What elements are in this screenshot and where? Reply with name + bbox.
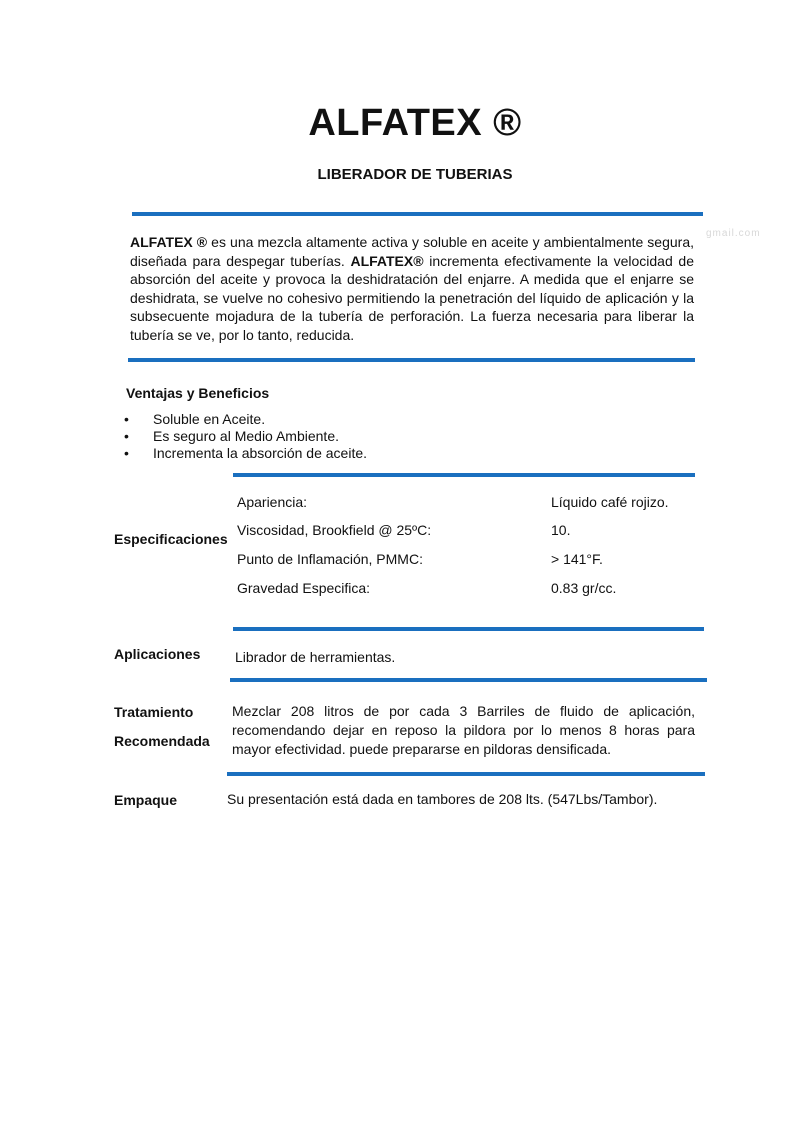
list-item <box>124 411 367 428</box>
specs-heading: Especificaciones <box>114 531 228 547</box>
intro-paragraph <box>130 233 694 344</box>
divider-top <box>132 212 703 216</box>
bullet-icon: • <box>124 445 129 461</box>
applications-heading: Aplicaciones <box>114 646 201 662</box>
applications-text: Librador de herramientas. <box>235 649 396 665</box>
benefits-list <box>124 411 367 462</box>
product-title: ALFATEX ® <box>308 102 522 144</box>
divider-specs-bottom <box>233 627 704 631</box>
spec-label: Apariencia: <box>237 494 308 510</box>
spec-value: Líquido café rojizo. <box>551 494 669 510</box>
bullet-icon: • <box>124 411 129 427</box>
divider-applications-bottom <box>230 678 707 682</box>
benefit-text: Soluble en Aceite. <box>153 411 266 427</box>
treatment-heading-line1: Tratamiento <box>114 704 194 720</box>
benefits-heading: Ventajas y Beneficios <box>126 385 270 401</box>
watermark-text: gmail.com <box>706 228 761 239</box>
benefit-text: Incrementa la absorción de aceite. <box>153 445 368 461</box>
packaging-heading: Empaque <box>114 792 178 808</box>
intro-brand-1: ALFATEX ® <box>130 234 208 250</box>
spec-value: 10. <box>551 522 571 538</box>
divider-benefits-bottom <box>233 473 695 477</box>
intro-text-2: incrementa efectivamente la velocidad de absorción del aceite y provoca la deshidratación del enjarre. A medida que el enjarre se deshidrata, se vuelve no cohesivo permitiendo la penetración del líquido de aplicación y la subsecuente mojadura de la tubería de perforación. La fuerza necesaria para liberar la tubería se ve, por lo tanto, reducida. <box>130 252 695 343</box>
treatment-heading-line2: Recomendada <box>114 733 210 749</box>
packaging-text: Su presentación está dada en tambores de 208 lts. (547Lbs/Tambor). <box>227 791 658 807</box>
spec-label: Punto de Inflamación, PMMC: <box>237 551 423 567</box>
bullet-icon: • <box>124 428 129 444</box>
divider-intro-bottom <box>128 358 695 362</box>
intro-brand-2: ALFATEX® <box>350 252 424 269</box>
spec-value: > 141°F. <box>551 551 603 567</box>
spec-label: Viscosidad, Brookfield @ 25ºC: <box>237 522 432 538</box>
spec-value: 0.83 gr/cc. <box>551 580 617 596</box>
list-item <box>124 428 367 445</box>
list-item <box>124 445 367 462</box>
spec-label: Gravedad Especifica: <box>237 580 371 596</box>
benefit-text: Es seguro al Medio Ambiente. <box>153 428 339 444</box>
product-subtitle: LIBERADOR DE TUBERIAS <box>317 166 513 183</box>
treatment-text: Mezclar 208 litros de por cada 3 Barriles de fluido de aplicación, recomendando dejar en reposo la pildora por lo menos 8 horas para mayor efectividad. puede prepararse en pildoras densificada. <box>232 703 695 757</box>
divider-treatment-bottom <box>227 772 705 776</box>
intro-text-1: es una mezcla altamente activa y soluble en aceite y ambientalmente segura, diseñada para despegar tuberías. <box>130 234 694 269</box>
